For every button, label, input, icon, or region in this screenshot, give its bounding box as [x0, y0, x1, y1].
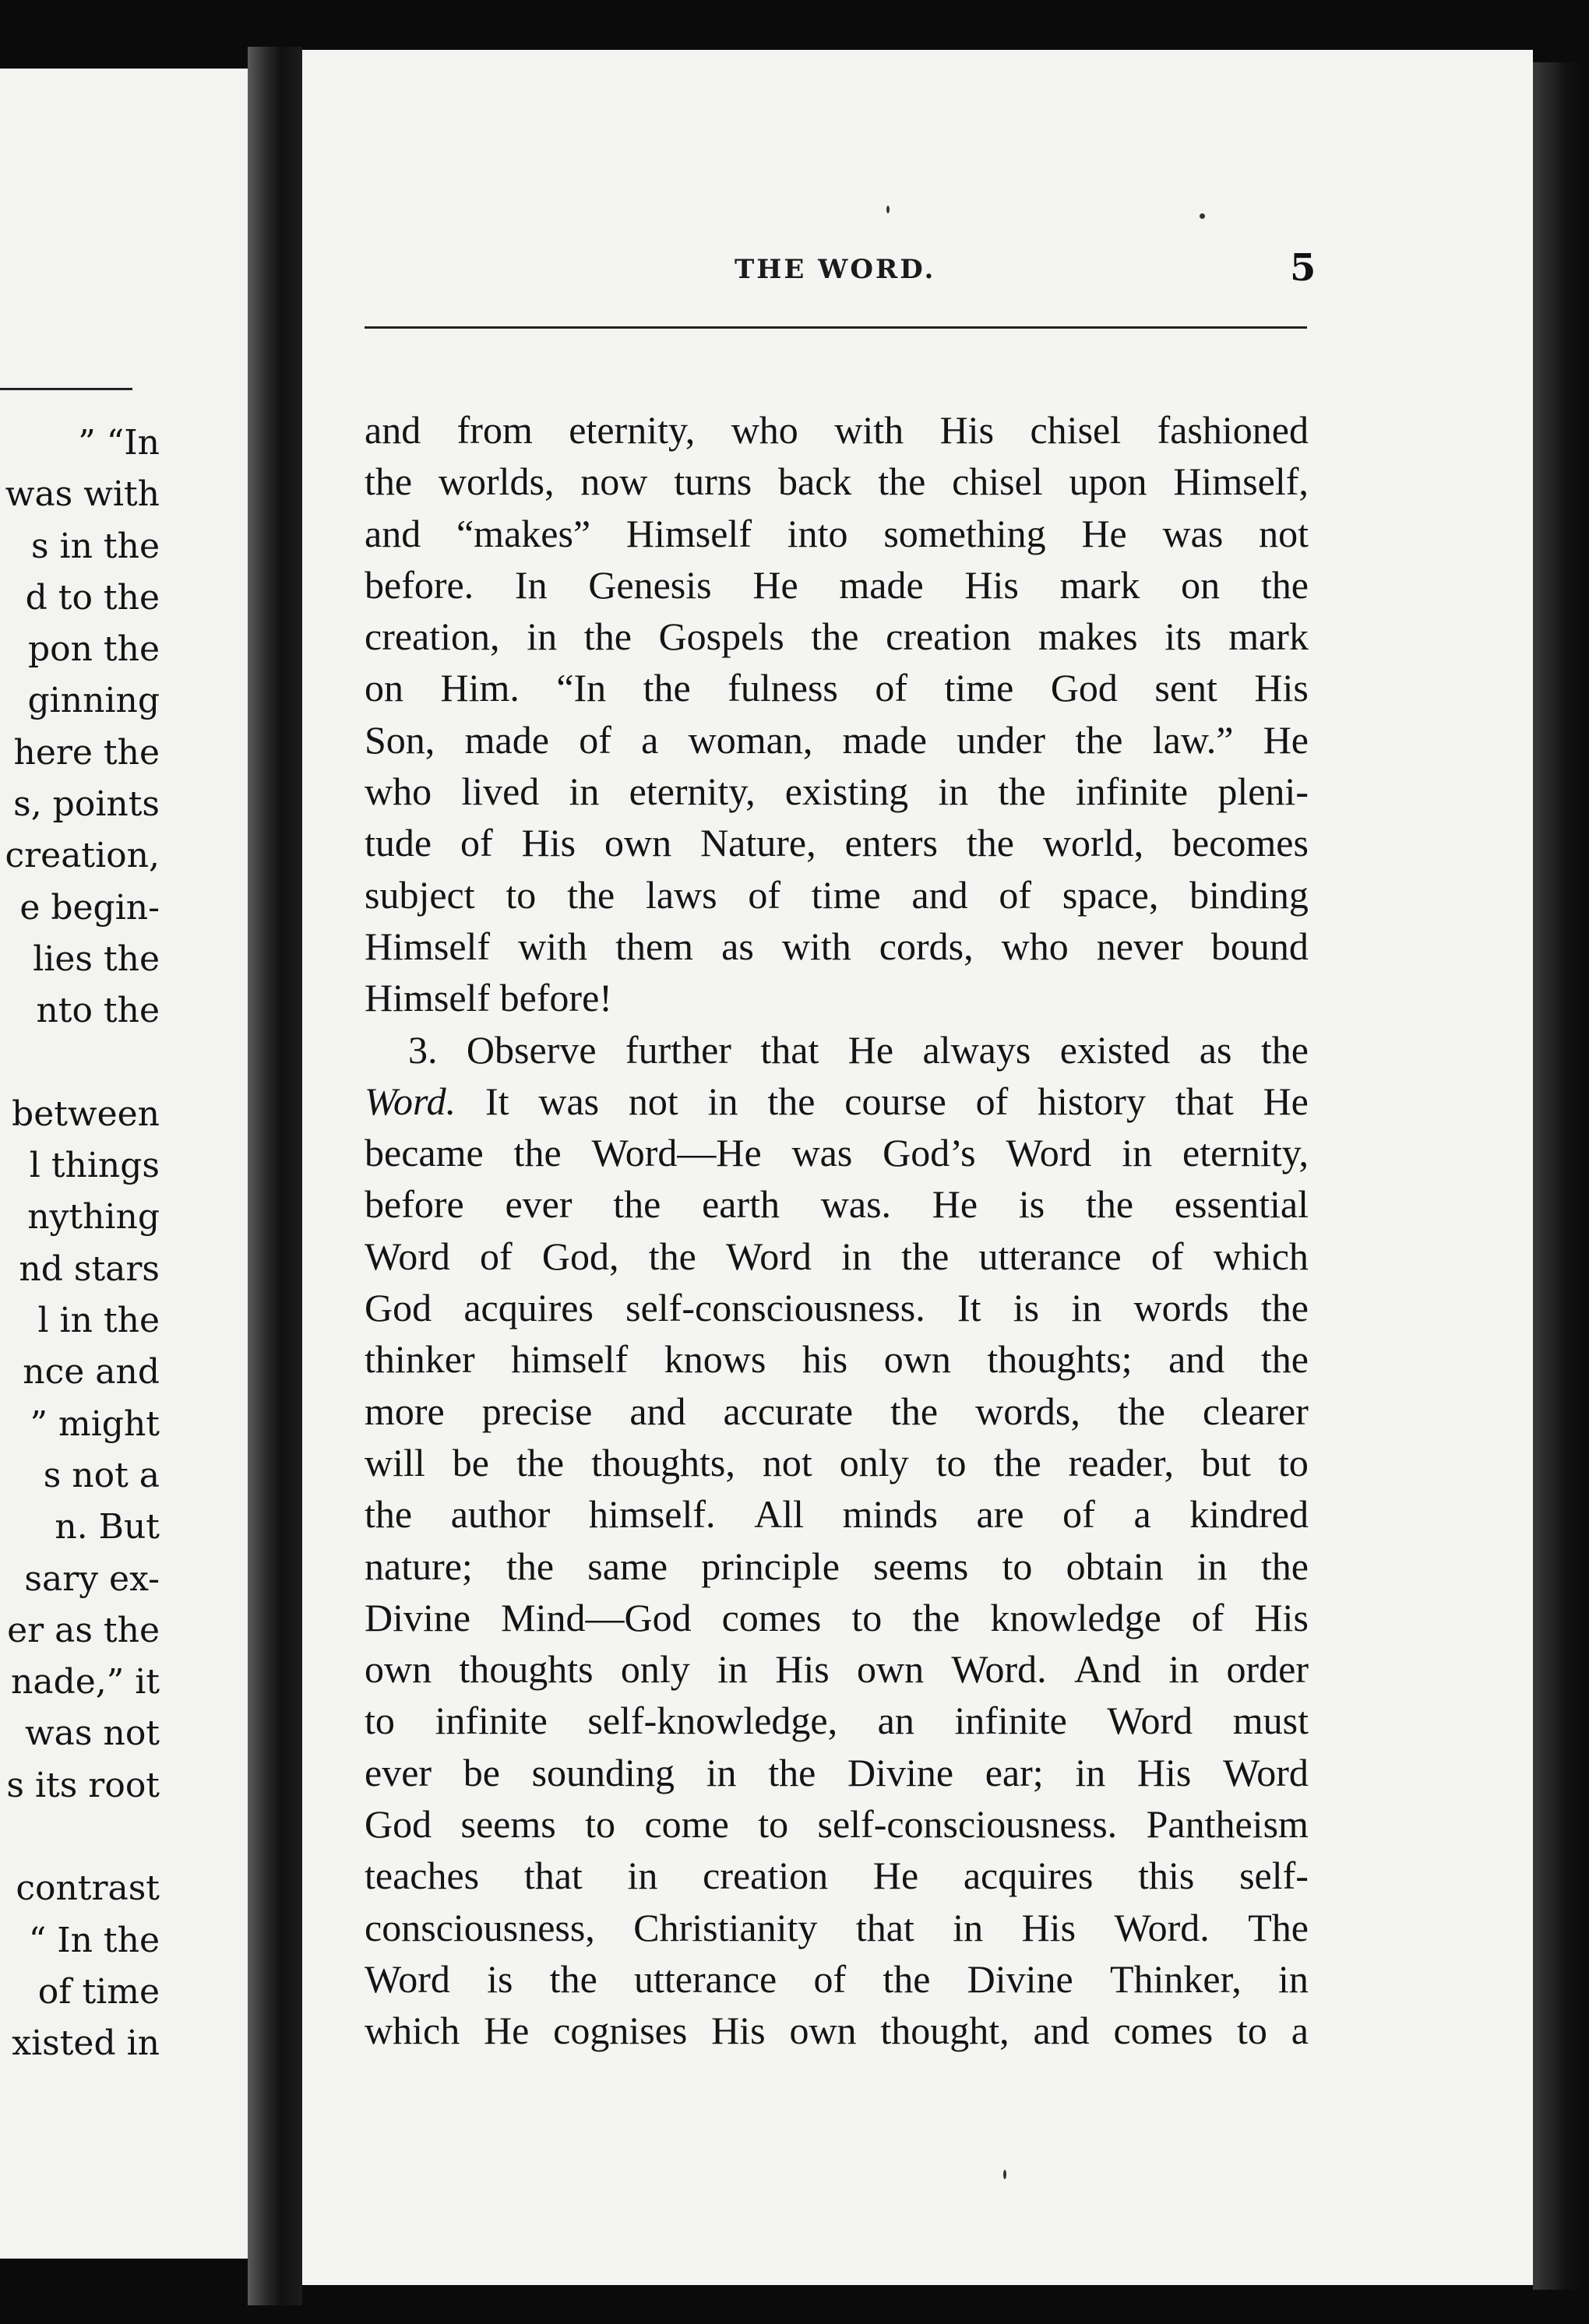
running-head: THE WORD.	[735, 254, 936, 285]
left-text-line: xisted in	[12, 2023, 160, 2064]
right-page	[302, 50, 1533, 2285]
left-text-line: l in the	[37, 1301, 160, 1341]
left-text-line: nade,” it	[11, 1662, 160, 1703]
body-text-line: teaches that in creation He acquires this self-	[365, 1854, 1309, 1898]
body-text-line: Word of God, the Word in the utterance of which	[365, 1234, 1309, 1278]
left-page-fragment	[0, 69, 248, 2259]
left-text-line: e begin-	[19, 887, 160, 928]
body-text-line: and from eternity, who with His chisel fashioned	[365, 408, 1309, 452]
body-text-line: Divine Mind—God comes to the knowledge of His	[365, 1595, 1309, 1639]
body-text-line: creation, in the Gospels the creation makes its mark	[365, 614, 1309, 659]
left-text-line: of time	[37, 1971, 160, 2012]
left-text-line: n. But	[55, 1507, 160, 1548]
page-number: 5	[1290, 246, 1316, 290]
left-text-line: er as the	[7, 1610, 160, 1650]
body-text-line: the worlds, now turns back the chisel upon Himself,	[365, 460, 1309, 504]
left-text-line: ” “In	[78, 423, 160, 463]
left-text-line	[0, 1812, 160, 1863]
body-text-line: Himself before!	[365, 976, 612, 1020]
left-text-line: creation,	[5, 836, 160, 876]
ink-speck	[886, 206, 890, 213]
body-text-line: own thoughts only in His own Word. And in order	[365, 1647, 1309, 1692]
book-gutter	[248, 47, 302, 2305]
body-text-line: more precise and accurate the words, the clearer	[365, 1389, 1309, 1433]
left-text-line: l things	[29, 1146, 160, 1186]
body-text-line: before. In Genesis He made His mark on the	[365, 562, 1309, 607]
left-text-line: d to the	[25, 577, 160, 618]
left-text-line: nto the	[36, 991, 160, 1031]
body-text-line: 3. Observe further that He always existed as the	[408, 1027, 1309, 1072]
left-text-line: here the	[13, 732, 160, 773]
page-edge	[1533, 62, 1589, 2290]
body-text-line: who lived in eternity, existing in the infinite pleni-	[365, 769, 1309, 814]
left-text-line: was with	[5, 474, 160, 515]
left-page-rule	[0, 388, 132, 390]
left-page-text	[0, 417, 160, 2070]
body-text-line: thinker himself knows his own thoughts; and the	[365, 1337, 1309, 1382]
body-text-line: to infinite self-knowledge, an infinite Word must	[365, 1699, 1309, 1743]
left-text-line: lies the	[33, 938, 160, 979]
ink-speck	[1200, 213, 1205, 219]
body-text-line: tude of His own Nature, enters the world, becomes	[365, 821, 1309, 865]
left-text-line: s not a	[43, 1455, 160, 1495]
header-rule	[365, 326, 1307, 329]
left-text-line: nything	[27, 1197, 160, 1238]
body-text-line: which He cognises His own thought, and comes to a	[365, 2009, 1309, 2053]
body-text-line: God acquires self-consciousness. It is in words the	[365, 1286, 1309, 1330]
body-text	[365, 404, 1309, 2057]
body-text-line: on Him. “In the fulness of time God sent His	[365, 666, 1309, 710]
left-text-line: s in the	[30, 526, 160, 566]
left-text-line: s, points	[13, 784, 160, 825]
left-text-line: ” might	[30, 1403, 160, 1444]
body-text-line: before ever the earth was. He is the essential	[365, 1182, 1309, 1227]
left-text-line: sary ex-	[24, 1558, 160, 1599]
left-text-line: was not	[25, 1713, 160, 1754]
body-text-line: nature; the same principle seems to obtain in the	[365, 1544, 1309, 1588]
left-text-line: pon the	[27, 629, 160, 670]
body-text-line: Word. It was not in the course of history that He	[365, 1079, 1309, 1123]
body-text-line: and “makes” Himself into something He was not	[365, 511, 1309, 555]
left-text-line: nd stars	[19, 1248, 160, 1289]
body-text-line: Himself with them as with cords, who never bound	[365, 924, 1309, 968]
ink-speck	[1003, 2170, 1006, 2179]
body-text-line: will be the thoughts, not only to the reader, but to	[365, 1440, 1309, 1484]
left-text-line: “ In the	[28, 1920, 160, 1960]
body-text-line: Son, made of a woman, made under the law.” He	[365, 717, 1309, 762]
left-text-line: ginning	[27, 681, 160, 721]
body-text-line: ever be sounding in the Divine ear; in His Word	[365, 1750, 1309, 1794]
body-text-line: consciousness, Christianity that in His Word. The	[365, 1905, 1309, 1949]
left-text-line: nce and	[23, 1352, 160, 1393]
body-text-line: God seems to come to self-consciousness. Pantheism	[365, 1802, 1309, 1847]
body-text-line: the author himself. All minds are of a kindred	[365, 1492, 1309, 1537]
left-text-line: contrast	[16, 1868, 160, 1909]
left-text-line: between	[12, 1093, 160, 1134]
body-text-line: became the Word—He was God’s Word in eternity,	[365, 1131, 1309, 1175]
body-text-line: subject to the laws of time and of space, binding	[365, 872, 1309, 917]
body-text-line: Word is the utterance of the Divine Thinker, in	[365, 1956, 1309, 2001]
left-text-line: s its root	[6, 1765, 160, 1805]
left-text-line	[0, 1037, 160, 1089]
